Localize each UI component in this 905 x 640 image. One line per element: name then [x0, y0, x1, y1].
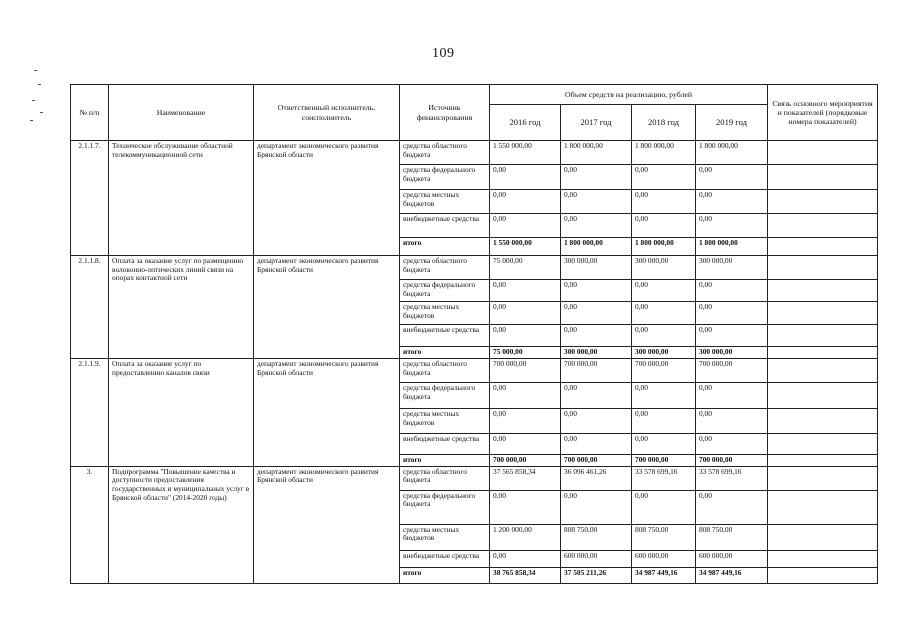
amount-2017: 700 000,00	[561, 359, 632, 383]
amount-2019: 0,00	[696, 409, 768, 434]
item-name: Техническое обслуживание областной телекоммуникационной сети	[109, 141, 254, 256]
amount-2016: 0,00	[490, 490, 561, 524]
indicator-link	[768, 359, 878, 383]
amount-2018: 0,00	[632, 383, 696, 409]
amount-2018: 0,00	[632, 325, 696, 347]
amount-2019: 1 800 000,00	[696, 238, 768, 256]
amount-2017: 0,00	[561, 165, 632, 190]
amount-2017: 0,00	[561, 325, 632, 347]
amount-2017: 0,00	[561, 409, 632, 434]
amount-2017: 808 750,00	[561, 524, 632, 550]
amount-2016: 700 000,00	[490, 455, 561, 467]
indicator-link	[768, 280, 878, 302]
amount-2019: 300 000,00	[696, 256, 768, 280]
indicator-link	[768, 524, 878, 550]
amount-2018: 0,00	[632, 434, 696, 455]
indicator-link	[768, 383, 878, 409]
table-row	[71, 141, 878, 165]
indicator-link	[768, 325, 878, 347]
item-code: 2.1.1.9.	[71, 359, 109, 467]
indicator-link	[768, 434, 878, 455]
table-row	[71, 466, 878, 490]
item-code: 2.1.1.7.	[71, 141, 109, 256]
amount-2017: 0,00	[561, 280, 632, 302]
scan-margin-marks	[28, 60, 58, 140]
amount-2018: 1 800 000,00	[632, 238, 696, 256]
amount-2016: 0,00	[490, 214, 561, 238]
source-federal-budget: средства федерального бюджета	[400, 165, 490, 190]
amount-2019: 1 800 000,00	[696, 141, 768, 165]
amount-2019: 0,00	[696, 302, 768, 325]
header-link: Связь основного мероприятия и показателей (порядковые номера показателей)	[768, 85, 878, 141]
source-federal-budget: средства федерального бюджета	[400, 490, 490, 524]
amount-2019: 0,00	[696, 165, 768, 190]
amount-2018: 300 000,00	[632, 347, 696, 359]
header-year-2017: 2017 год	[561, 105, 632, 141]
page-number: 109	[432, 46, 455, 61]
indicator-link	[768, 550, 878, 567]
amount-2018: 33 578 699,16	[632, 466, 696, 490]
amount-2016: 75 000,00	[490, 347, 561, 359]
amount-2018: 34 987 449,16	[632, 567, 696, 583]
amount-2017: 300 000,00	[561, 256, 632, 280]
amount-2018: 700 000,00	[632, 455, 696, 467]
amount-2018: 300 000,00	[632, 256, 696, 280]
source-regional-budget: средства областного бюджета	[400, 359, 490, 383]
header-year-2018: 2018 год	[632, 105, 696, 141]
amount-2019: 600 000,00	[696, 550, 768, 567]
source-federal-budget: средства федерального бюджета	[400, 383, 490, 409]
indicator-link	[768, 466, 878, 490]
amount-2017: 700 000,00	[561, 455, 632, 467]
amount-2019: 808 750,00	[696, 524, 768, 550]
indicator-link	[768, 409, 878, 434]
amount-2019: 0,00	[696, 490, 768, 524]
amount-2016: 0,00	[490, 409, 561, 434]
amount-2017: 1 800 000,00	[561, 238, 632, 256]
source-total: итого	[400, 347, 490, 359]
table-row	[71, 359, 878, 383]
amount-2017: 0,00	[561, 302, 632, 325]
item-name: Оплата за оказание услуг по предоставлению каналов связи	[109, 359, 254, 467]
amount-2016: 0,00	[490, 302, 561, 325]
amount-2016: 0,00	[490, 165, 561, 190]
item-code: 2.1.1.8.	[71, 256, 109, 359]
source-local-budget: средства местных бюджетов	[400, 302, 490, 325]
table-row	[71, 256, 878, 280]
indicator-link	[768, 141, 878, 165]
header-source: Источник финансирования	[400, 85, 490, 141]
amount-2018: 700 000,00	[632, 359, 696, 383]
item-responsible: департамент экономического развития Брянской области	[254, 359, 400, 467]
item-name: Подпрограмма "Повышение качества и доступности предоставления государственных и муниципальных услуг в Брянской области" (2014-2020 годы)	[109, 466, 254, 583]
source-local-budget: средства местных бюджетов	[400, 524, 490, 550]
header-volume: Объем средств на реализацию, рублей	[490, 85, 768, 105]
amount-2016: 1 550 000,00	[490, 238, 561, 256]
source-extrabudget: внебюджетные средства	[400, 325, 490, 347]
amount-2019: 34 987 449,16	[696, 567, 768, 583]
amount-2017: 0,00	[561, 214, 632, 238]
indicator-link	[768, 214, 878, 238]
amount-2016: 0,00	[490, 190, 561, 214]
indicator-link	[768, 490, 878, 524]
item-name: Оплата за оказание услуг по размещению волоконно-оптических линий связи на опорах контактной сети	[109, 256, 254, 359]
source-local-budget: средства местных бюджетов	[400, 190, 490, 214]
amount-2017: 0,00	[561, 383, 632, 409]
amount-2018: 0,00	[632, 165, 696, 190]
source-extrabudget: внебюджетные средства	[400, 550, 490, 567]
source-local-budget: средства местных бюджетов	[400, 409, 490, 434]
amount-2019: 0,00	[696, 434, 768, 455]
amount-2018: 600 000,00	[632, 550, 696, 567]
amount-2019: 33 578 699,16	[696, 466, 768, 490]
amount-2019: 0,00	[696, 190, 768, 214]
amount-2018: 0,00	[632, 409, 696, 434]
source-regional-budget: средства областного бюджета	[400, 141, 490, 165]
amount-2016: 0,00	[490, 383, 561, 409]
indicator-link	[768, 256, 878, 280]
amount-2017: 37 505 211,26	[561, 567, 632, 583]
indicator-link	[768, 190, 878, 214]
amount-2019: 700 000,00	[696, 455, 768, 467]
amount-2016: 75 000,00	[490, 256, 561, 280]
amount-2018: 808 750,00	[632, 524, 696, 550]
table-body	[71, 141, 878, 584]
header-num: № п/п	[71, 85, 109, 141]
source-regional-budget: средства областного бюджета	[400, 466, 490, 490]
amount-2017: 300 000,00	[561, 347, 632, 359]
amount-2018: 0,00	[632, 280, 696, 302]
source-regional-budget: средства областного бюджета	[400, 256, 490, 280]
amount-2019: 300 000,00	[696, 347, 768, 359]
header-year-2019: 2019 год	[696, 105, 768, 141]
amount-2016: 0,00	[490, 280, 561, 302]
header-name: Наименование	[109, 85, 254, 141]
amount-2016: 0,00	[490, 325, 561, 347]
amount-2017: 36 096 461,26	[561, 466, 632, 490]
amount-2018: 0,00	[632, 490, 696, 524]
source-extrabudget: внебюджетные средства	[400, 434, 490, 455]
source-total: итого	[400, 567, 490, 583]
amount-2019: 0,00	[696, 383, 768, 409]
amount-2019: 0,00	[696, 325, 768, 347]
amount-2018: 0,00	[632, 214, 696, 238]
amount-2019: 0,00	[696, 280, 768, 302]
indicator-link	[768, 455, 878, 467]
indicator-link	[768, 347, 878, 359]
item-responsible: департамент экономического развития Брянской области	[254, 466, 400, 583]
amount-2017: 600 000,00	[561, 550, 632, 567]
indicator-link	[768, 302, 878, 325]
item-responsible: департамент экономического развития Брянской области	[254, 141, 400, 256]
amount-2016: 37 565 858,34	[490, 466, 561, 490]
amount-2018: 1 800 000,00	[632, 141, 696, 165]
amount-2017: 1 800 000,00	[561, 141, 632, 165]
amount-2017: 0,00	[561, 190, 632, 214]
financing-table	[70, 84, 878, 584]
amount-2016: 38 765 858,34	[490, 567, 561, 583]
amount-2017: 0,00	[561, 490, 632, 524]
amount-2016: 1 200 000,00	[490, 524, 561, 550]
amount-2018: 0,00	[632, 190, 696, 214]
source-extrabudget: внебюджетные средства	[400, 214, 490, 238]
source-total: итого	[400, 238, 490, 256]
amount-2016: 1 550 000,00	[490, 141, 561, 165]
amount-2016: 700 000,00	[490, 359, 561, 383]
amount-2018: 0,00	[632, 302, 696, 325]
source-federal-budget: средства федерального бюджета	[400, 280, 490, 302]
amount-2016: 0,00	[490, 434, 561, 455]
item-code: 3.	[71, 466, 109, 583]
amount-2019: 700 000,00	[696, 359, 768, 383]
source-total: итого	[400, 455, 490, 467]
amount-2019: 0,00	[696, 214, 768, 238]
indicator-link	[768, 238, 878, 256]
indicator-link	[768, 567, 878, 583]
amount-2016: 0,00	[490, 550, 561, 567]
header-responsible: Ответственный исполнитель, соисполнитель	[254, 85, 400, 141]
amount-2017: 0,00	[561, 434, 632, 455]
indicator-link	[768, 165, 878, 190]
header-year-2016: 2016 год	[490, 105, 561, 141]
item-responsible: департамент экономического развития Брянской области	[254, 256, 400, 359]
